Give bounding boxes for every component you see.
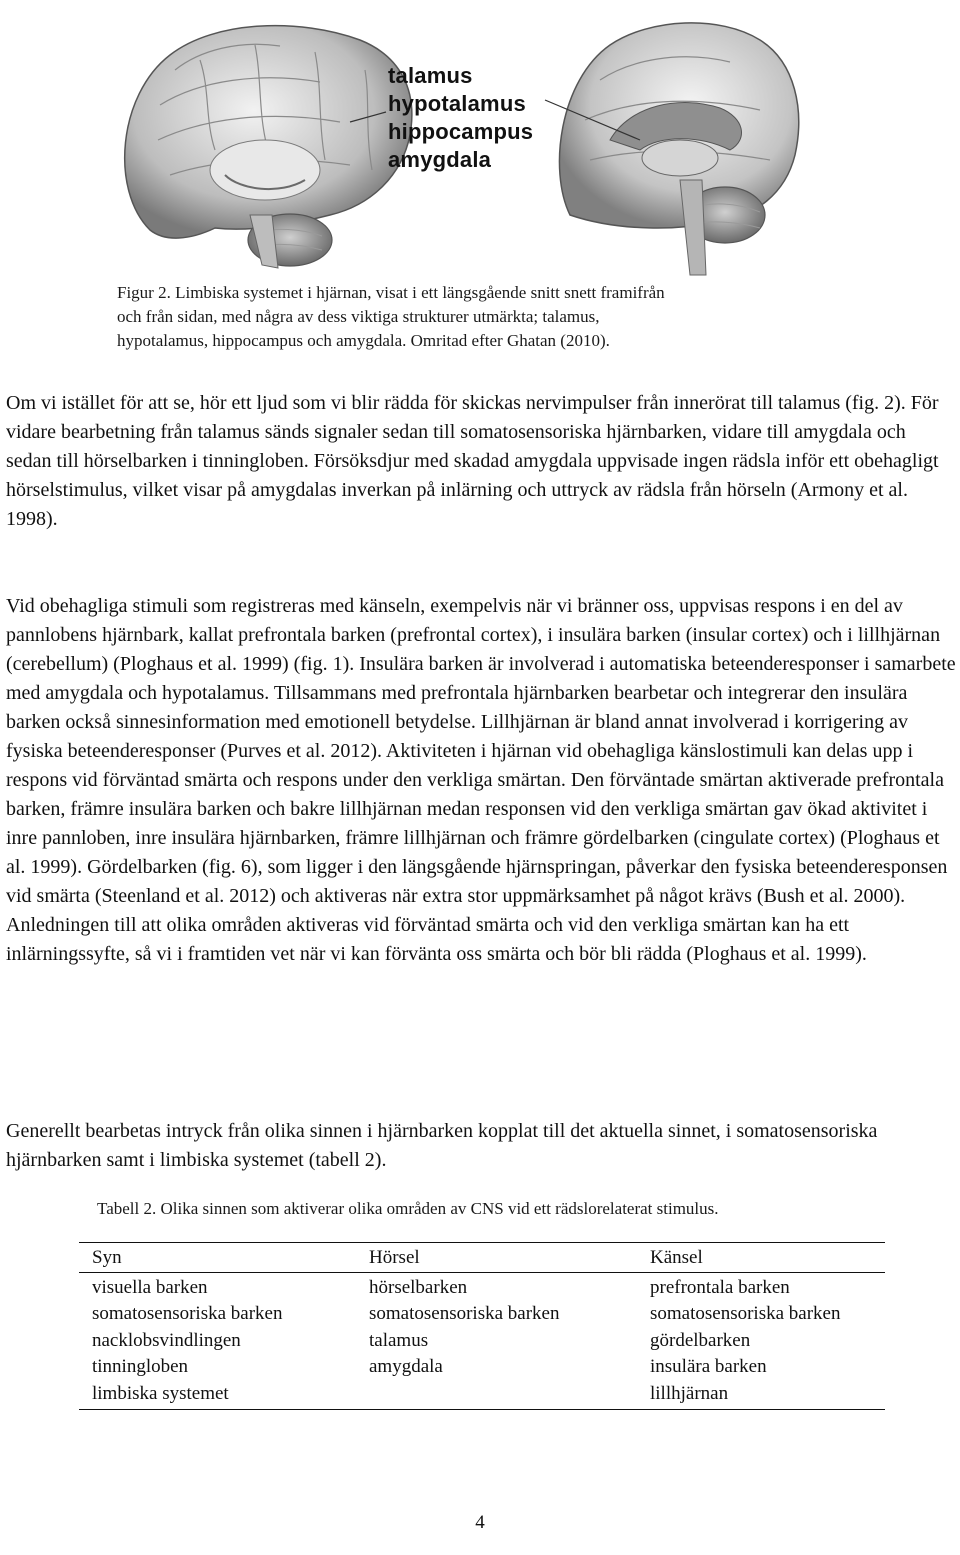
label-hippocampus: hippocampus: [388, 119, 534, 144]
table-row: [79, 1328, 885, 1355]
table-row: [79, 1272, 885, 1301]
table-row: [79, 1354, 885, 1381]
caption-line: Figur 2. Limbiska systemet i hjärnan, visat i ett längsgående snitt snett framifrån: [117, 283, 665, 302]
figure-labels: [388, 62, 548, 174]
table-cell: talamus: [369, 1329, 429, 1351]
table-cell: amygdala: [369, 1356, 443, 1377]
table-cell: tinningloben: [92, 1356, 189, 1377]
table-cell: lillhjärnan: [650, 1382, 729, 1404]
table-header-row: [79, 1243, 885, 1272]
label-amygdala: amygdala: [388, 147, 492, 172]
label-hypotalamus: hypotalamus: [388, 91, 526, 116]
label-talamus: talamus: [388, 63, 473, 88]
left-brain: [125, 26, 412, 268]
header-kansel: Känsel: [637, 1243, 885, 1272]
header-syn: Syn: [79, 1243, 356, 1272]
table-cell: gördelbarken: [650, 1329, 751, 1351]
table-cell: somatosensoriska barken: [369, 1303, 560, 1324]
page-number: 4: [475, 1512, 485, 1533]
right-brain: [559, 23, 798, 275]
table-caption: Tabell 2. Olika sinnen som aktiverar olika områden av CNS vid ett rädslorelaterat stimulus.: [97, 1199, 719, 1218]
table-cell: visuella barken: [92, 1276, 208, 1298]
caption-line: hypotalamus, hippocampus och amygdala. Omritad efter Ghatan (2010).: [117, 331, 610, 350]
paragraph-touch: Vid obehagliga stimuli som registreras med känseln, exempelvis när vi bränner oss, uppvisas respons i en del av pannlobens hjärnbark, kallat prefrontala barken (prefrontal cortex), i insulära barken (insular cortex) och i lillhjärnan (cerebellum) (Ploghaus et al. 1999) (fig. 1). Insulära barken är involverad i automatiska beteenderesponser i samarbete med amygdala och hypotalamus. Tillsammans med prefrontala hjärnbarken bearbetar och integrerar den insulära barken också sinnesinformation med emotionell betydelse. Lillhjärnan är bland annat involverad i korrigering av fysiska beteenderesponser (Purves et al. 2012). Aktiviteten i hjärnan vid obehagliga känslostimuli kan delas upp i respons vid förväntad smärta och respons under den verkliga smärtan. Den förväntade smärtan aktiverade prefrontala barken, främre insulära barken och bakre lillhjärnan medan responsen vid den verkliga smärtan gav ökad aktivitet i inre pannloben, inre insulära hjärnbarken, främre lillhjärnan och främre gördelbarken (cingulate cortex) (Ploghaus et al. 1999). Gördelbarken (fig. 6), som ligger i den längsgående hjärnspringan, påverkar den fysiska beteenderesponsen vid smärta (Steenland et al. 2012) och aktiveras när extra stor uppmärksamhet på något krävs (Bush et al. 2000). Anledningen till att olika områden aktiveras vid förväntad smärta och vid den verkliga smärtan kan ha ett inlärningssyfte, så vi i framtiden vet när vi kan förvänta oss smärta och bör bli rädda (Ploghaus et al. 1999).: [6, 595, 956, 965]
header-horsel: Hörsel: [356, 1243, 637, 1272]
table-row: [79, 1301, 885, 1328]
table-row: [79, 1381, 885, 1410]
table-cell: nacklobsvindlingen: [92, 1329, 241, 1351]
paragraph-hearing: Om vi istället för att se, hör ett ljud som vi blir rädda för skickas nervimpulser från innerörat till talamus (fig. 2). För vidare bearbetning från talamus sänds signaler sedan till somatosensoriska hjärnbarken, vidare till amygdala och sedan till hörselbarken i tinningloben. Försöksdjur med skadad amygdala uppvisade ingen rädsla inför ett obehagligt hörselstimulus, vilket visar på amygdalas inverkan på inlärning och uttryck av rädsla från hörseln (Armony et al. 1998).: [6, 392, 939, 530]
table-cell: insulära barken: [650, 1356, 767, 1377]
table-cell: hörselbarken: [369, 1276, 468, 1298]
figure-caption: [117, 281, 837, 353]
caption-line: och från sidan, med några av dess viktiga strukturer utmärkta; talamus,: [117, 307, 600, 326]
table-cell: somatosensoriska barken: [92, 1303, 283, 1324]
table-cell: prefrontala barken: [650, 1276, 790, 1298]
table-cell: limbiska systemet: [92, 1382, 229, 1404]
table-cell: somatosensoriska barken: [650, 1303, 841, 1324]
paragraph-summary: Generellt bearbetas intryck från olika sinnen i hjärnbarken kopplat till det aktuella sinnet, i somatosensoriska hjärnbarken samt i limbiska systemet (tabell 2).: [6, 1120, 878, 1171]
senses-table: [79, 1242, 885, 1410]
brain-figure: [0, 0, 960, 278]
table-cell: [356, 1381, 637, 1410]
